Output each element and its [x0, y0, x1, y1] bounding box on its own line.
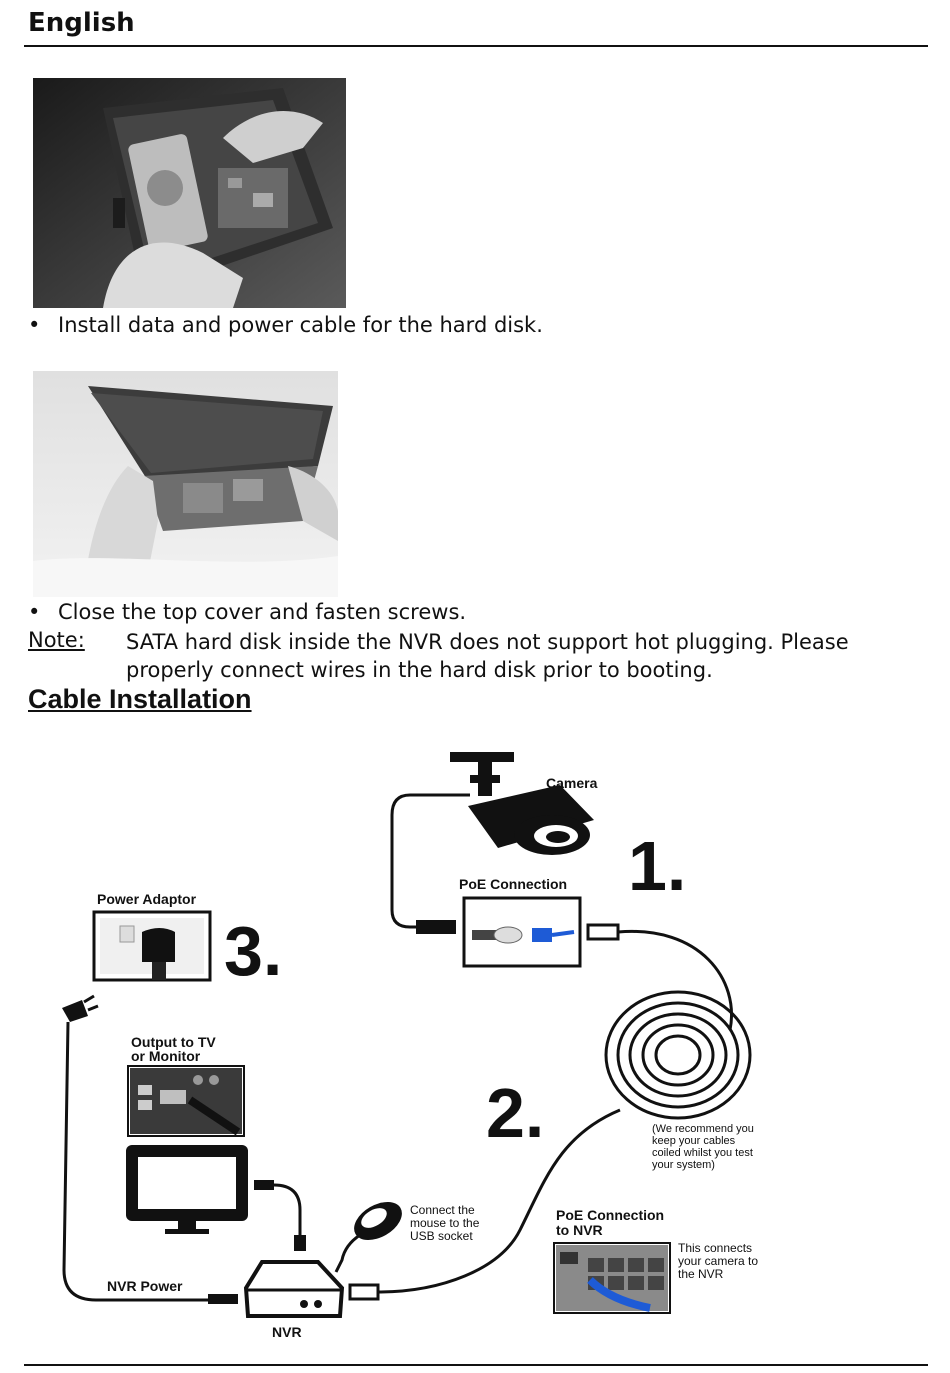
poe-nvr-label-line: PoE Connection [556, 1207, 665, 1223]
nvr-label: NVR [272, 1324, 302, 1340]
mouse-note-line: Connect the [410, 1203, 475, 1217]
step-text: Install data and power cable for the hard disk. [58, 313, 543, 337]
monitor-icon [126, 1145, 248, 1234]
cable-installation-diagram [0, 740, 950, 1360]
step-install-cables [28, 313, 543, 337]
poe-nvr-label-line: to NVR [556, 1222, 603, 1238]
video-plug-icon [294, 1235, 306, 1251]
nvr-note-line: This connects [678, 1241, 753, 1255]
close-cover-photo [33, 371, 338, 597]
hdmi-plug-icon [254, 1180, 274, 1190]
coil-note-line: coiled whilst you test [652, 1147, 753, 1159]
poe-connection-label: PoE Connection [459, 876, 568, 892]
bullet-icon: • [28, 600, 41, 624]
camera-icon [450, 752, 594, 855]
nvr-poe-ports-photo [554, 1243, 670, 1313]
mouse-note-line: mouse to the [410, 1216, 480, 1230]
nvr-rear-ports-photo [128, 1066, 244, 1136]
footer-rule [24, 1364, 928, 1366]
rj45-plug-icon [588, 925, 618, 939]
bullet-icon: • [28, 313, 41, 337]
power-connector-icon [208, 1294, 238, 1304]
mouse-icon [347, 1194, 408, 1248]
step-1-number: 1. [628, 827, 687, 905]
video-cable [274, 1185, 300, 1235]
section-title: Cable Installation [28, 684, 252, 714]
poe-connection-box [464, 898, 580, 966]
coil-note-line: (We recommend you [652, 1123, 754, 1135]
note-text: SATA hard disk inside the NVR does not support hot plugging. Please properly connect wires in the hard disk prior to booting. [126, 630, 849, 682]
nvr-icon [246, 1262, 342, 1316]
step-3-number: 3. [224, 912, 283, 990]
nvr-rj45-plug-icon [350, 1285, 378, 1299]
step-2-number: 2. [486, 1074, 545, 1152]
power-adaptor-photo [94, 912, 210, 980]
step-close-cover [28, 600, 466, 624]
coil-note-line: keep your cables [652, 1135, 736, 1147]
output-label-line: or Monitor [131, 1048, 201, 1064]
nvr-note-line: your camera to [678, 1254, 759, 1268]
cable-coil-icon [606, 992, 750, 1118]
language-heading: English [28, 8, 135, 38]
camera-plug-icon [416, 920, 456, 934]
camera-cable [392, 795, 470, 927]
header-rule [24, 45, 928, 47]
step-text: Close the top cover and fasten screws. [58, 600, 467, 624]
coil-note-line: your system) [652, 1159, 715, 1171]
power-plug-icon [62, 996, 98, 1022]
camera-label: Camera [546, 775, 598, 791]
hard-disk-install-photo [33, 78, 346, 308]
nvr-note-line: the NVR [678, 1267, 724, 1281]
power-adaptor-label: Power Adaptor [97, 891, 197, 907]
output-label-line: Output to TV [131, 1034, 216, 1050]
mouse-cable [336, 1235, 360, 1272]
mouse-note-line: USB socket [410, 1229, 473, 1243]
nvr-power-label: NVR Power [107, 1278, 183, 1294]
note-label: Note: [28, 628, 85, 652]
